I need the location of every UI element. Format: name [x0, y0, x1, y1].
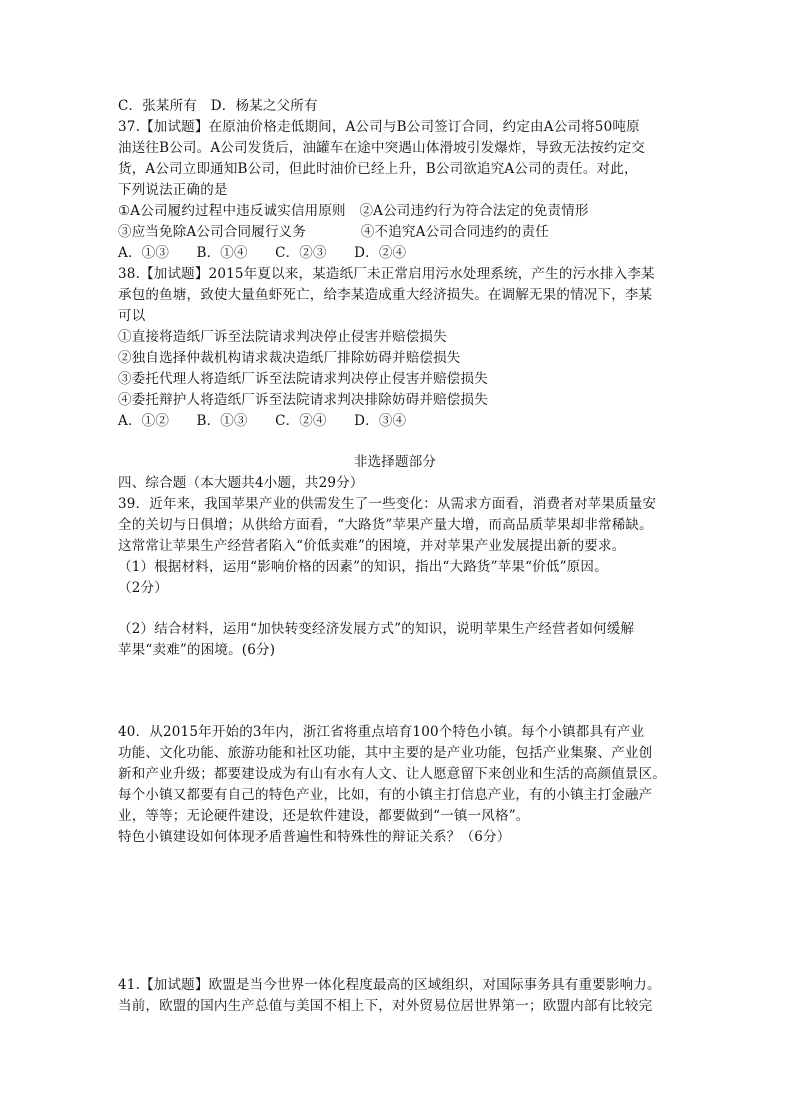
- q38-stem-line-3: 可以: [118, 308, 146, 324]
- q39-stem-line-2: 全的关切与日俱增；从供给方面看，“大路货”苹果产量大增，而高品质苹果却非常稀缺。: [118, 517, 653, 533]
- q38-options: A．①② B．①③ C．②④ D．③④: [118, 413, 407, 429]
- q39-sub1-line-2: （2分）: [118, 580, 168, 596]
- q40-question: 特色小镇建设如何体现矛盾普遍性和特殊性的辩证关系？（6分）: [118, 829, 511, 845]
- part-four-heading: 四、综合题（本大题共4小题，共29分）: [118, 475, 364, 491]
- q36-options-cd: C．张某所有 D．杨某之父所有: [118, 98, 318, 114]
- q38-statement-3: ③委托代理人将造纸厂诉至法院请求判决停止侵害并赔偿损失: [118, 371, 488, 387]
- q38-stem-line-1: 38.【加试题】2015年夏以来，某造纸厂未正常启用污水处理系统，产生的污水排入李某: [118, 266, 655, 282]
- q38-stem-line-2: 承包的鱼塘，致使大量鱼虾死亡，给李某造成重大经济损失。在调解无果的情况下，李某: [118, 287, 653, 303]
- q37-stem-line-1: 37.【加试题】在原油价格走低期间，A公司与B公司签订合同，约定由A公司将50吨原: [118, 119, 640, 135]
- q40-stem-line-2: 功能、文化功能、旅游功能和社区功能，其中主要的是产业功能，包括产业集聚、产业创: [118, 745, 653, 761]
- q39-stem-line-1: 39．近年来，我国苹果产业的供需发生了一些变化：从需求方面看，消费者对苹果质量安: [118, 496, 657, 512]
- q37-statements-3-4: ③应当免除A公司合同履行义务 ④不追究A公司合同违约的责任: [118, 224, 549, 240]
- q39-sub1-line-1: （1）根据材料，运用“影响价格的因素”的知识，指出“大路货”苹果“价低”原因。: [118, 559, 608, 575]
- q40-stem-line-5: 业，等等；无论硬件建设，还是软件建设，都要做到“一镇一风格”。: [118, 808, 530, 824]
- q40-stem-line-3: 新和产业升级；都要建设成为有山有水有人文、让人愿意留下来创业和生活的高颜值景区。: [118, 766, 666, 782]
- q39-sub2-line-2: 苹果“卖难”的困境。(6分): [118, 642, 276, 658]
- q39-stem-line-3: 这常常让苹果生产经营者陷入“价低卖难”的困境，并对苹果产业发展提出新的要求。: [118, 538, 626, 554]
- q38-statement-4: ④委托辩护人将造纸厂诉至法院请求判决排除妨碍并赔偿损失: [118, 392, 488, 408]
- q38-statement-2: ②独自选择仲裁机构请求裁决造纸厂排除妨碍并赔偿损失: [118, 350, 461, 366]
- q37-stem-line-3: 货，A公司立即通知B公司，但此时油价已经上升，B公司欲追究A公司的责任。对此，: [118, 161, 638, 177]
- q41-stem-line-1: 41.【加试题】欧盟是当今世界一体化程度最高的区域组织，对国际事务具有重要影响力。: [118, 977, 661, 993]
- q40-stem-line-1: 40．从2015年开始的3年内，浙江省将重点培育100个特色小镇。每个小镇都具有产业: [118, 724, 645, 740]
- q37-stem-line-2: 油送往B公司。A公司发货后，油罐车在途中突遇山体滑坡引发爆炸，导致无法按约定交: [118, 140, 645, 156]
- q37-stem-line-4: 下列说法正确的是: [118, 182, 228, 198]
- q40-stem-line-4: 每个小镇又都要有自己的特色产业，比如，有的小镇主打信息产业，有的小镇主打金融产: [118, 787, 653, 803]
- q37-statements-1-2: ①A公司履约过程中违反诚实信用原则 ②A公司违约行为符合法定的免责情形: [118, 203, 589, 219]
- q41-stem-line-2: 当前，欧盟的国内生产总值与美国不相上下，对外贸易位居世界第一；欧盟内部有比较完: [118, 998, 653, 1014]
- q37-options: A．①③ B．①④ C．②③ D．②④: [118, 245, 407, 261]
- q38-statement-1: ①直接将造纸厂诉至法院请求判决停止侵害并赔偿损失: [118, 329, 447, 345]
- q39-sub2-line-1: （2）结合材料，运用“加快转变经济发展方式”的知识，说明苹果生产经营者如何缓解: [118, 621, 635, 637]
- section-heading: 非选择题部分: [353, 454, 437, 470]
